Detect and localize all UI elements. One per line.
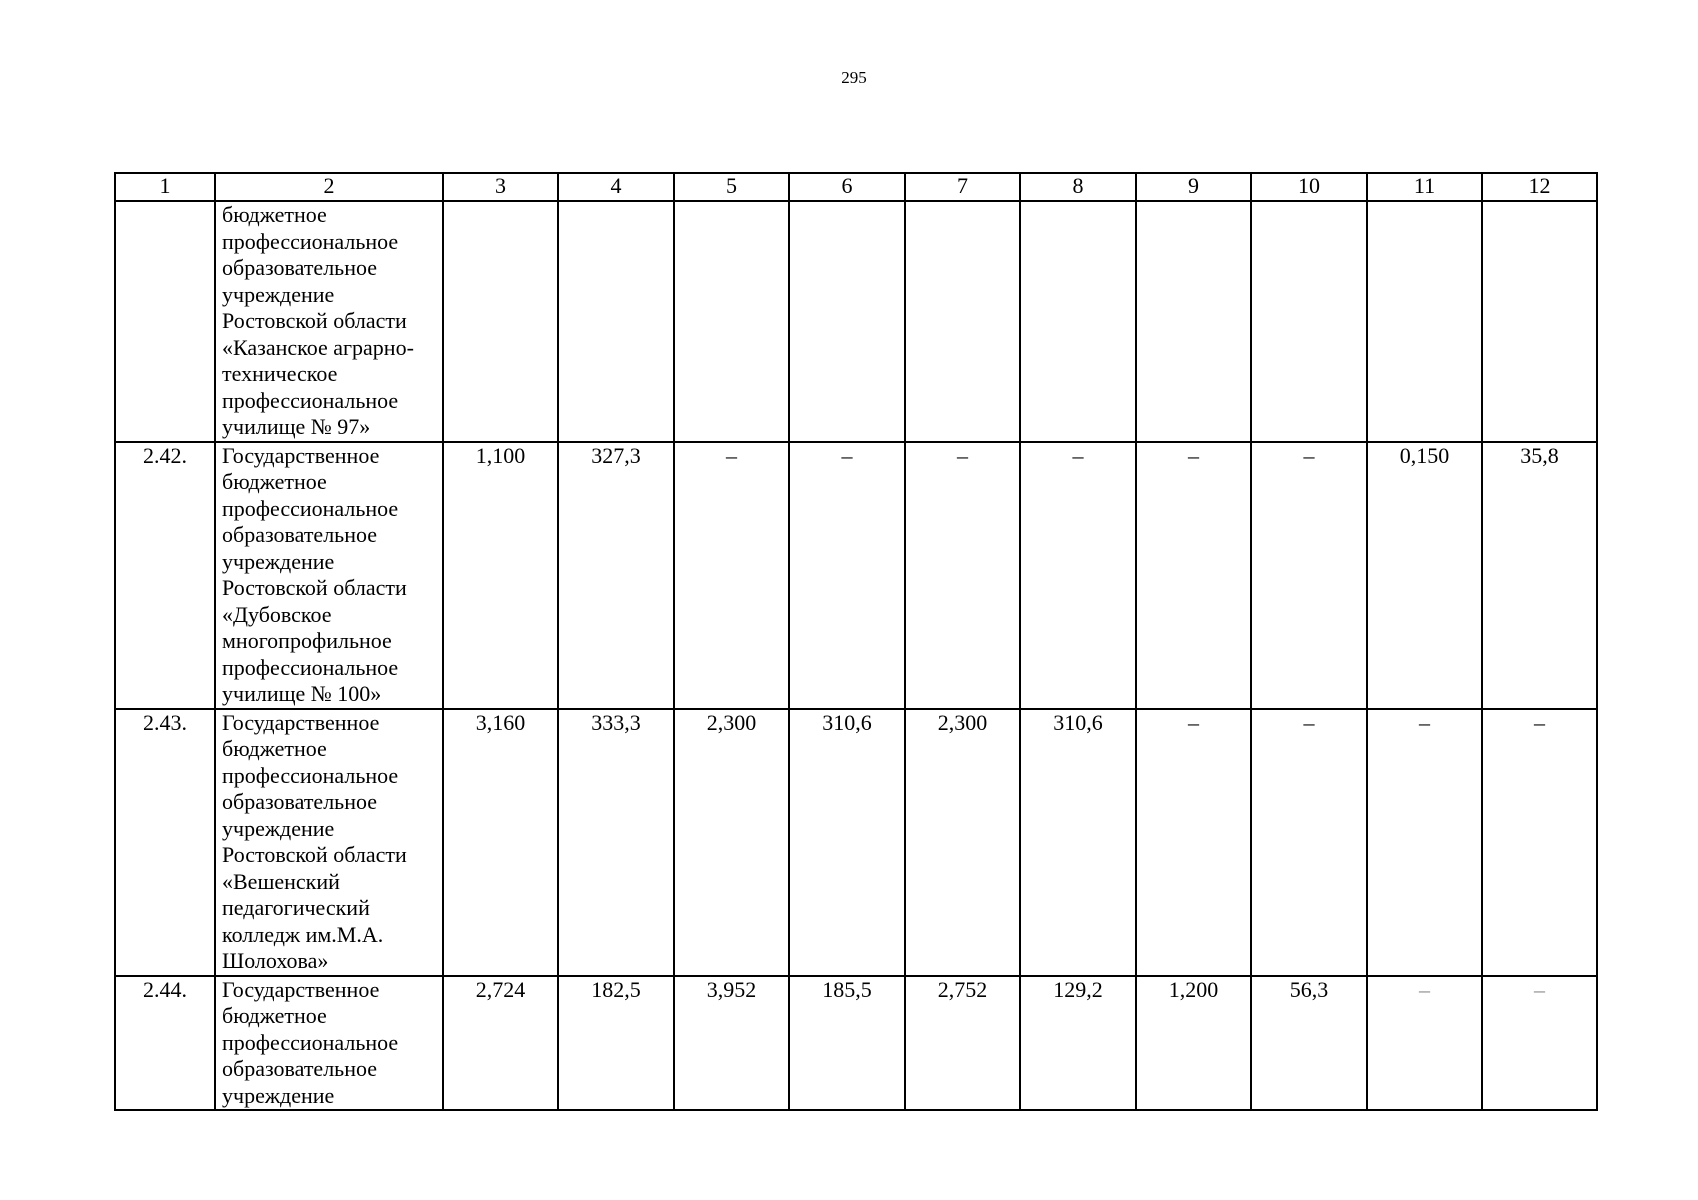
table-row <box>115 709 1597 976</box>
name-line: «Дубовское <box>222 601 332 627</box>
value-cell: – <box>1136 442 1251 709</box>
name-line: образовательное <box>222 255 378 280</box>
name-line: Ростовской области <box>222 575 407 600</box>
value-cell: 182,5 <box>558 976 674 1111</box>
value-cell: 129,2 <box>1020 976 1136 1111</box>
value-cell <box>789 201 905 442</box>
name-line: бюджетное <box>222 736 327 761</box>
page-number: 295 <box>841 68 867 87</box>
value-cell: – <box>789 442 905 709</box>
name-line: профессиональное <box>222 654 399 680</box>
name-line: бюджетное <box>222 202 327 227</box>
value-cell <box>674 201 789 442</box>
name-line: учреждение <box>222 1082 335 1108</box>
column-header: 1 <box>115 173 215 201</box>
column-header: 2 <box>215 173 443 201</box>
row-id: 2.42. <box>115 442 215 709</box>
column-header: 7 <box>905 173 1020 201</box>
name-line: Ростовской области <box>222 308 407 333</box>
row-id: 2.44. <box>115 976 215 1111</box>
column-header: 10 <box>1251 173 1367 201</box>
column-header: 11 <box>1367 173 1482 201</box>
name-line: колледж им.М.А. <box>222 921 384 947</box>
value-cell: – <box>1020 442 1136 709</box>
value-cell <box>1020 201 1136 442</box>
name-line: профессиональное <box>222 228 399 254</box>
name-line: Ростовской области <box>222 842 407 867</box>
name-line: многопрофильное <box>222 628 392 653</box>
name-line: образовательное <box>222 789 378 814</box>
value-cell: – <box>1367 709 1482 976</box>
value-cell: 2,752 <box>905 976 1020 1111</box>
data-table <box>114 172 1598 1111</box>
column-header: 5 <box>674 173 789 201</box>
name-line: Государственное <box>222 976 380 1002</box>
value-cell: 3,160 <box>443 709 558 976</box>
value-cell <box>1251 201 1367 442</box>
value-cell: 56,3 <box>1251 976 1367 1111</box>
column-header: 3 <box>443 173 558 201</box>
name-line: учреждение <box>222 815 335 841</box>
name-line: профессиональное <box>222 387 399 413</box>
table-row <box>115 976 1597 1111</box>
name-line: техническое <box>222 361 338 386</box>
value-cell: 2,300 <box>674 709 789 976</box>
name-line: Шолохова» <box>222 948 329 973</box>
name-line: педагогический <box>222 895 370 920</box>
name-line: Государственное <box>222 442 380 468</box>
value-cell: 0,150 <box>1367 442 1482 709</box>
name-line: образовательное <box>222 522 378 547</box>
value-cell <box>1367 201 1482 442</box>
value-cell: – <box>674 442 789 709</box>
value-cell: – <box>1251 709 1367 976</box>
value-cell: 310,6 <box>789 709 905 976</box>
table-row <box>115 201 1597 442</box>
value-cell <box>1136 201 1251 442</box>
value-cell: 2,724 <box>443 976 558 1111</box>
name-line: учреждение <box>222 281 335 307</box>
institution-name <box>215 442 443 709</box>
column-header: 12 <box>1482 173 1597 201</box>
value-cell: – <box>1367 976 1482 1111</box>
name-line: профессиональное <box>222 1029 399 1055</box>
name-line: «Вешенский <box>222 868 340 894</box>
table-row <box>115 442 1597 709</box>
institution-name <box>215 709 443 976</box>
row-id <box>115 201 215 442</box>
value-cell: – <box>905 442 1020 709</box>
name-line: образовательное <box>222 1056 378 1081</box>
column-header: 6 <box>789 173 905 201</box>
column-header: 4 <box>558 173 674 201</box>
value-cell <box>1482 201 1597 442</box>
value-cell: 2,300 <box>905 709 1020 976</box>
value-cell: 310,6 <box>1020 709 1136 976</box>
institution-name <box>215 201 443 442</box>
name-line: бюджетное <box>222 469 327 494</box>
name-line: бюджетное <box>222 1003 327 1028</box>
value-cell <box>443 201 558 442</box>
value-cell: 35,8 <box>1482 442 1597 709</box>
value-cell <box>558 201 674 442</box>
name-line: учреждение <box>222 548 335 574</box>
row-id: 2.43. <box>115 709 215 976</box>
name-line: «Казанское аграрно- <box>222 334 414 360</box>
value-cell: – <box>1136 709 1251 976</box>
column-header: 9 <box>1136 173 1251 201</box>
value-cell: – <box>1251 442 1367 709</box>
value-cell: – <box>1482 709 1597 976</box>
institution-name <box>215 976 443 1111</box>
name-line: профессиональное <box>222 762 399 788</box>
name-line: Государственное <box>222 709 380 735</box>
name-line: училище № 100» <box>222 681 382 706</box>
name-line: училище № 97» <box>222 414 371 439</box>
value-cell: 3,952 <box>674 976 789 1111</box>
value-cell: – <box>1482 976 1597 1111</box>
value-cell <box>905 201 1020 442</box>
column-number-row <box>115 173 1597 201</box>
value-cell: 1,200 <box>1136 976 1251 1111</box>
value-cell: 333,3 <box>558 709 674 976</box>
column-header: 8 <box>1020 173 1136 201</box>
value-cell: 327,3 <box>558 442 674 709</box>
value-cell: 1,100 <box>443 442 558 709</box>
value-cell: 185,5 <box>789 976 905 1111</box>
name-line: профессиональное <box>222 495 399 521</box>
